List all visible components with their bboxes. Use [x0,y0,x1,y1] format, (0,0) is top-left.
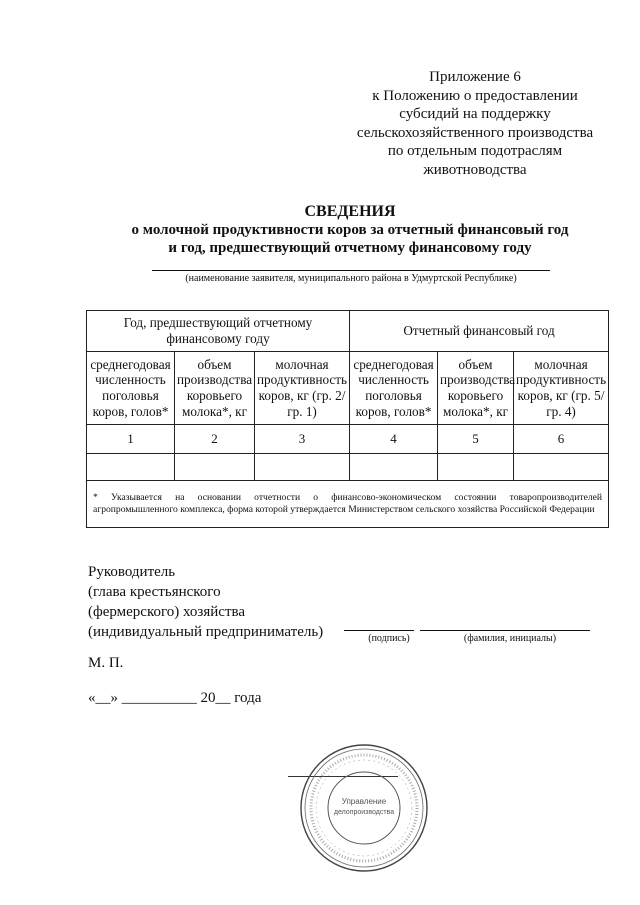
date-line: «__» __________ 20__ года [88,690,262,706]
stamp-text: Управление [341,797,387,806]
data-cell[interactable] [175,454,255,481]
productivity-table [86,310,609,528]
table-footnote: * Указывается на основании отчетности о финансово-экономическом состоянии товаропроизводителей агропромышленного комплекса, форма которой утверждается Министерством сельского хозяйства Российской Федерации [87,481,609,528]
column-number: 6 [514,425,609,454]
data-cell[interactable] [255,454,350,481]
signer-line: (глава крестьянского [88,584,221,600]
signer-line: (индивидуальный предприниматель) [88,624,324,640]
column-number: 3 [255,425,350,454]
column-number: 5 [438,425,514,454]
title-line-1: о молочной продуктивности коров за отчетный финансовый год [131,222,569,238]
title-line-2: и год, предшествующий отчетному финансовому году [168,240,532,256]
stamp-text: делопроизводства [333,809,395,816]
appendix-line: Приложение 6 [429,69,521,85]
title-main: СВЕДЕНИЯ [304,203,396,220]
data-cell[interactable] [514,454,609,481]
name-caption: (фамилия, инициалы) [463,633,557,644]
column-number: 1 [87,425,175,454]
appendix-line: по отдельным подотраслям [387,143,563,160]
data-cell[interactable] [87,454,175,481]
column-number: 4 [350,425,438,454]
column-header: среднегодовая численность поголовья коров, голов* [87,352,175,425]
signer-line: Руководитель [88,564,176,580]
applicant-name-line [152,270,550,271]
official-stamp-icon [298,742,430,874]
data-cell[interactable] [438,454,514,481]
header-reporting-year: Отчетный финансовый год [350,311,609,352]
data-cell[interactable] [350,454,438,481]
column-number: 2 [175,425,255,454]
seal-place-label: М. П. [88,655,124,671]
document-title [100,203,600,257]
column-header: молочная продуктивность коров, кг (гр. 5/ гр. 4) [514,352,609,425]
applicant-caption: (наименование заявителя, муниципального района в Удмуртской Республике) [185,273,517,284]
column-header: среднегодовая численность поголовья коров, голов* [350,352,438,425]
column-header: объем производства коровьего молока*, кг [438,352,514,425]
signature-caption: (подпись) [368,633,410,644]
signature-block [88,562,323,642]
appendix-line: к Положению о предоставлении [372,87,578,104]
header-previous-year: Год, предшествующий отчетному финансовому году [87,311,350,352]
appendix-line: субсидий на поддержку [399,106,551,123]
appendix-line: животноводства [423,161,527,178]
signature-line[interactable] [344,630,414,631]
column-header: объем производства коровьего молока*, кг [175,352,255,425]
name-line[interactable] [420,630,590,631]
appendix-block [340,68,610,180]
column-header: молочная продуктивность коров, кг (гр. 2/ гр. 1) [255,352,350,425]
signer-line: (фермерского) хозяйства [88,604,246,620]
appendix-line: сельскохозяйственного производства [356,124,594,141]
